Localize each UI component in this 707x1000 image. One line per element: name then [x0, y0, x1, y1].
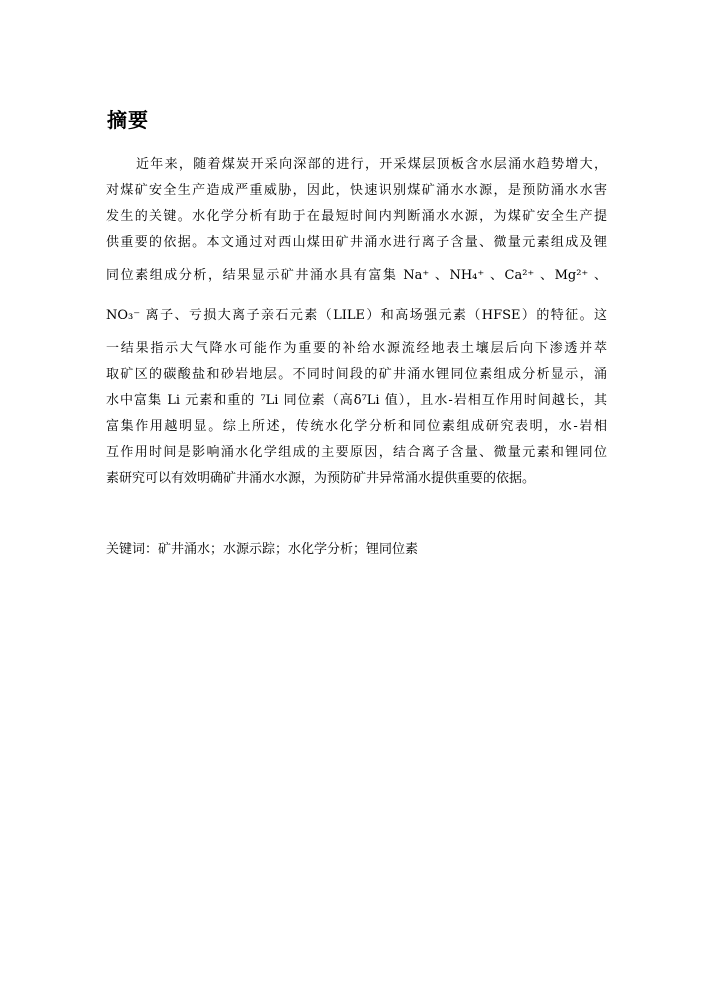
abstract-line: 对煤矿安全生产造成严重威胁，因此，快速识别煤矿涌水水源，是预防涌水水害 — [106, 183, 607, 198]
abstract-line: 取矿区的碳酸盐和砂岩地层。不同时间段的矿井涌水锂同位素组成分析显示，涌 — [106, 367, 607, 382]
abstract-line: 近年来，随着煤炭开采向深部的进行，开采煤层顶板含水层涌水趋势增大， — [136, 157, 607, 172]
keywords-line: 关键词：矿井涌水；水源示踪；水化学分析；锂同位素 — [106, 542, 419, 557]
abstract-line: NO₃⁻ 离子、亏损大离子亲石元素（LILE）和高场强元素（HFSE）的特征。这 — [106, 308, 607, 323]
abstract-heading: 摘要 — [107, 108, 149, 132]
abstract-body — [106, 152, 607, 492]
abstract-line: 富集作用越明显。综上所述，传统水化学分析和同位素组成研究表明，水-岩相 — [106, 419, 607, 434]
abstract-line: 供重要的依据。本文通过对西山煤田矿井涌水进行离子含量、微量元素组成及锂 — [106, 235, 607, 250]
abstract-line: 同位素组成分析，结果显示矿井涌水具有富集 Na⁺ 、NH₄⁺ 、Ca²⁺ 、Mg²⁺ 、 — [106, 268, 607, 283]
abstract-line: 水中富集 Li 元素和重的 ⁷Li 同位素（高δ⁷Li 值），且水-岩相互作用时间越长，其 — [106, 393, 607, 408]
abstract-line: 互作用时间是影响涌水化学组成的主要原因，结合离子含量、微量元素和锂同位 — [106, 445, 607, 460]
abstract-line: 发生的关键。水化学分析有助于在最短时间内判断涌水水源，为煤矿安全生产提 — [106, 209, 607, 224]
abstract-line: 一结果指示大气降水可能作为重要的补给水源流经地表土壤层后向下渗透并萃 — [106, 341, 607, 356]
abstract-line: 素研究可以有效明确矿井涌水水源，为预防矿井异常涌水提供重要的依据。 — [106, 471, 536, 486]
